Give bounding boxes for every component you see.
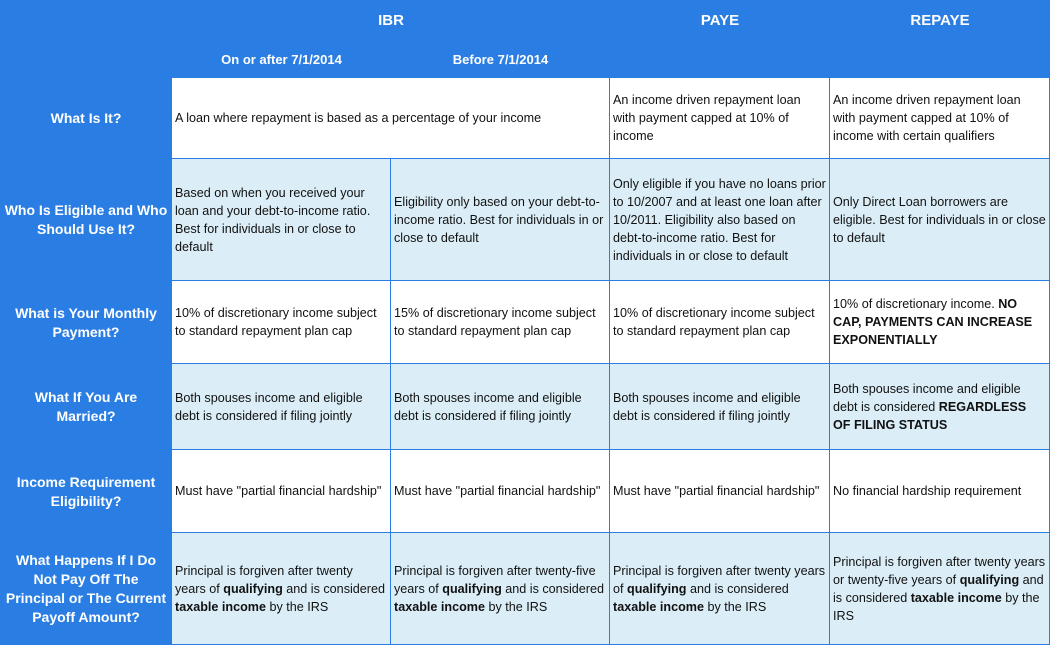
cell-text: Only eligible if you have no loans prior to 10/2007 and at least one loan after 10/2011. Eligibility also based on debt-to-income ratio. Best for individuals in or close to default [613,176,826,263]
cell-text-part: and is considered [501,581,604,596]
cell-text: Must have "partial financial hardship" [394,484,601,498]
cell-text [394,562,606,616]
row-label-married: What If You Are Married? [34,389,138,424]
cell-text: A loan where repayment is based as a percentage of your income [175,111,542,125]
cell-what-is-it-ibr [172,78,610,159]
cell-text-bold: qualifying [627,581,687,596]
cell-forgiveness-ibr-before [391,533,610,645]
cell-payment-ibr-after [172,281,391,364]
row-label-income-requirement: Income Requirement Eligibility? [16,473,156,509]
header-repaye-sub [830,40,1050,78]
cell-text-part: by the IRS [704,599,767,614]
cell-text-bold: qualifying [223,581,283,596]
cell-payment-repaye [830,281,1050,364]
cell-eligibility-ibr-after [172,159,391,281]
cell-text: Must have "partial financial hardship" [613,484,820,498]
cell-text [833,380,1046,434]
cell-married-paye [610,364,830,450]
cell-forgiveness-repaye [830,533,1050,645]
cell-text-bold: taxable income [910,590,1002,605]
cell-text: An income driven repayment loan with payment capped at 10% of income with certain qualifiers [833,93,1021,143]
cell-text: Only Direct Loan borrowers are eligible. Best for individuals in or close to default [833,194,1046,245]
cell-eligibility-paye [610,159,830,281]
cell-text: Both spouses income and eligible debt is considered if filing jointly [613,390,801,423]
cell-text: 15% of discretionary income subject to standard repayment plan cap [394,306,596,338]
row-label-what-is-it: What Is It? [50,110,122,126]
cell-payment-paye [610,281,830,364]
cell-text: Eligibility only based on your debt-to-income ratio. Best for individuals in or close to default [394,194,604,245]
cell-text: Must have "partial financial hardship" [175,484,382,498]
cell-forgiveness-ibr-after [172,533,391,645]
cell-text: No financial hardship requirement [833,484,1022,498]
cell-text-part: Principal is forgiven after twenty years or twenty-five years of [833,554,1046,587]
cell-text [833,295,1046,349]
header-ibr-after: On or after 7/1/2014 [221,51,342,67]
cell-payment-ibr-before [391,281,610,364]
cell-text-part: Principal is forgiven after twenty-five years of [394,563,596,596]
cell-text-bold: qualifying [959,572,1020,587]
cell-what-is-it-repaye [830,78,1050,159]
cell-text: An income driven repayment loan with payment capped at 10% of income [613,93,801,143]
row-label-monthly-payment: What is Your Monthly Payment? [15,304,157,340]
cell-text: 10% of discretionary income subject to standard repayment plan cap [613,306,815,338]
cell-income-ibr-after [172,450,391,533]
header-paye: PAYE [700,11,740,29]
cell-text-normal: 10% of discretionary income. [833,297,999,311]
cell-text-part: Principal is forgiven after twenty years of [175,563,353,596]
header-repaye: REPAYE [910,11,970,29]
cell-text-bold: taxable income [175,599,266,614]
cell-text-part: and is considered [282,581,385,596]
cell-income-repaye [830,450,1050,533]
header-ibr-before: Before 7/1/2014 [452,51,549,67]
header-ibr: IBR [378,11,404,29]
header-corner [0,0,172,78]
cell-text-part: and is considered [833,572,1044,605]
cell-income-ibr-before [391,450,610,533]
cell-text-bold: NO CAP, PAYMENTS CAN INCREASE EXPONENTIALLY [833,297,1033,347]
cell-what-is-it-paye [610,78,830,159]
cell-married-ibr-after [172,364,391,450]
cell-text: Both spouses income and eligible debt is considered if filing jointly [175,390,363,423]
cell-forgiveness-paye [610,533,830,645]
cell-text-part: Principal is forgiven after twenty years of [613,563,826,596]
cell-text-bold: qualifying [442,581,502,596]
cell-text-normal: Both spouses income and eligible debt is considered [833,381,1021,414]
cell-text-part: by the IRS [833,590,1040,623]
cell-married-ibr-before [391,364,610,450]
cell-text: Based on when you received your loan and your debt-to-income ratio. Best for individuals in or close to default [175,185,371,254]
cell-text-part: by the IRS [266,599,329,614]
cell-text-bold: REGARDLESS OF FILING STATUS [833,399,1027,432]
cell-eligibility-repaye [830,159,1050,281]
cell-text-part: by the IRS [485,599,548,614]
cell-text [833,553,1046,625]
cell-text-bold: taxable income [613,599,704,614]
row-label-forgiveness: What Happens If I Do Not Pay Off The Principal or The Current Payoff Amount? [5,552,167,625]
cell-income-paye [610,450,830,533]
cell-married-repaye [830,364,1050,450]
cell-text-part: and is considered [686,581,789,596]
cell-text [613,562,826,616]
cell-text: 10% of discretionary income subject to standard repayment plan cap [175,306,377,338]
cell-text [175,562,387,616]
header-paye-sub [610,40,830,78]
cell-text-bold: taxable income [394,599,485,614]
cell-eligibility-ibr-before [391,159,610,281]
row-label-eligibility: Who Is Eligible and Who Should Use It? [4,202,168,237]
cell-text: Both spouses income and eligible debt is considered if filing jointly [394,390,582,423]
